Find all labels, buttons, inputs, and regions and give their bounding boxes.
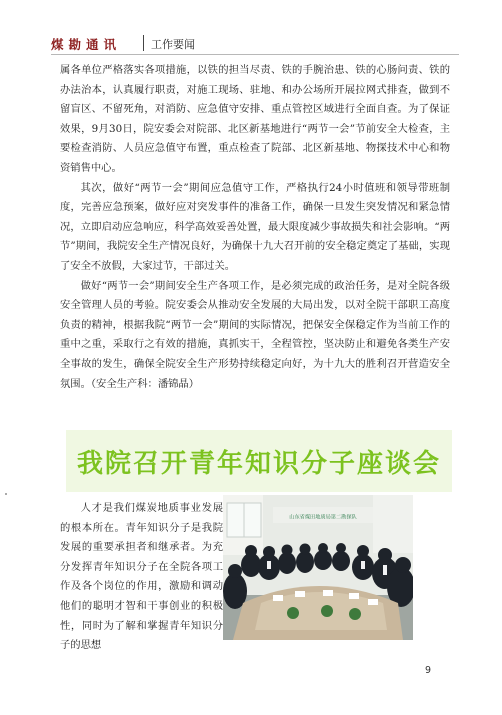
banner-title: 我院召开青年知识分子座谈会 — [76, 448, 441, 479]
header-rule — [51, 54, 459, 55]
article2-body — [60, 499, 223, 656]
header-divider — [143, 35, 144, 51]
page-header — [51, 33, 459, 55]
meeting-photo-icon — [223, 495, 413, 640]
magazine-name: 煤勘通讯 — [51, 37, 122, 52]
article-body — [60, 61, 450, 394]
margin-mark — [5, 493, 7, 495]
page-number: 9 — [425, 665, 432, 676]
article-paragraph-3: 做好“两节一会”期间安全生产各项工作，是必须完成的政治任务，是对全院各级安全管理人员的考验。院安委会从推动安全发展的大局出发，以对全院干部职工高度负责的精神，根据我院“两节一会”期间的实际情况，把保安全保稳定作为当前工作的重中之重，采取行之有效的措施，真抓实干，全程管控，坚决防止和避免各类生产安全事故的发生，确保全院安全生产形势持续稳定向好，为十九大的胜利召开营造安全氛围。（安全生产科：潘锦晶） — [60, 279, 450, 390]
article-paragraph-2: 其次，做好“两节一会”期间应急值守工作，严格执行24小时值班和领导带班制度，完善应急预案，做好应对突发事件的准备工作，确保一旦发生突发情况和紧急情况，立即启动应急响应，科学高效妥善处置，最大限度减少事故损失和社会影响。“两节”期间，我院安全生产情况良好，为确保十九大召开前的安全稳定奠定了基础，实现了安全不放假，大家过节，干部过关。 — [60, 181, 450, 272]
wall-sign: 山东省煤田地质局第二勘探队 — [289, 514, 357, 521]
section-name: 工作要闻 — [151, 38, 195, 51]
section-banner — [66, 430, 452, 492]
article2-paragraph: 人才是我们煤炭地质事业发展的根本所在。青年知识分子是我院发展的重要承担者和继承者。为充分发挥青年知识分子在全院各项工作及各个岗位的作用，激励和调动他们的聪明才智和干事创业的积极性，同时为了解和掌握青年知识分子的思想 — [60, 502, 223, 652]
article-paragraph-1: 属各单位严格落实各项措施，以铁的担当尽责、铁的手腕治患、铁的心肠问责、铁的办法治本，认真履行职责，对施工现场、驻地、和办公场所开展拉网式排查，做到不留盲区、不留死角，对消防、应急值守安排、重点管控区域进行全面自查。为了保证效果，9月30日，院安委会对院部、北区新基地进行“两节一会”节前安全大检查，主要检查消防、人员应急值守布置，重点检查了院部、北区新基地、物探技术中心和物资销售中心。 — [60, 64, 450, 174]
meeting-photo — [223, 495, 413, 640]
